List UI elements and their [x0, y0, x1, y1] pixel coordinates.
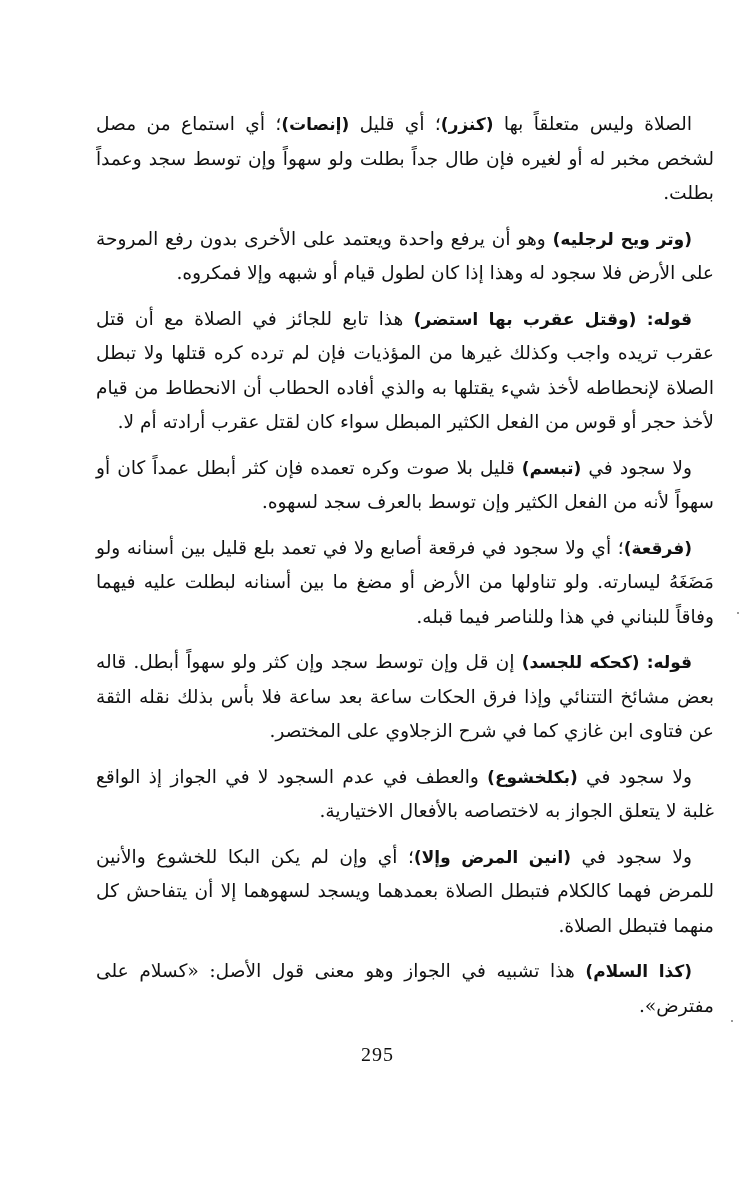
text-segment: ؛ أي استماع من مصل لشخص مخبر له أو لغيره فإن طال جداً بطلت ولو سهواً وإن توسط سجد وعمداً بطلت.: [96, 114, 714, 204]
text-segment: وهو أن يرفع واحدة ويعتمد على الأخرى بدون رفع المروحة على الأرض فلا سجود له وهذا إذا كان لطول قيام أو شبهه وإلا فمكروه.: [96, 228, 714, 284]
bold-term: (إنصات): [281, 115, 350, 135]
bold-term: (كذا السلام): [585, 962, 693, 982]
paragraph-5: [96, 532, 714, 636]
paragraph-4: [96, 452, 714, 521]
bold-term: (وقتل عقرب بها استضر): [413, 309, 637, 330]
text-segment: ؛ أي وإن لم يكن البكا للخشوع والأنين للمرض فهما كالكلام فتبطل الصلاة بعمدهما ويسجد لسهوهما إلا أن يتفاحش كل منهما فتبطل الصلاة.: [96, 846, 714, 937]
text-segment: هذا تابع للجائز في الصلاة مع أن قتل عقرب تريده واجب وكذلك غيرها من المؤذيات فإن لم ترده كره قتلها ولا تبطل الصلاة لإنحطاطه لأخذ شيء يقتلها به والذي أفاده الحطاب أن الانحطاط من قيام لأخذ حجر أو قوس من الفعل الكثير المبطل سواء كان لقتل عقرب أرادته أم لا.: [96, 308, 714, 433]
scan-speck: [731, 1020, 733, 1022]
text-segment: ؛ أي قليل: [349, 114, 441, 135]
paragraph-8: [96, 841, 714, 945]
page-body: [96, 108, 714, 1035]
bold-term: (بكلخشوع): [487, 767, 578, 788]
text-segment: قليل بلا صوت وكره تعمده فإن كثر أبطل عمداً كان أو سهواً لأنه من الفعل الكثير وإن توسط بالعرف سجد لسهوه.: [96, 457, 714, 513]
paragraph-6: [96, 646, 714, 750]
text-segment: ؛ أي ولا سجود في فرقعة أصابع ولا في تعمد بلع قليل بين أسنانه ولو مَضَغَهُ ليسارته. ولو تناولها من الأرض أو مضغ ما بين أسنانه لبطلت عليه فيهما وفاقاً للبناني في هذا وللناصر فيما قبله.: [96, 537, 714, 628]
paragraph-2: [96, 223, 714, 292]
bold-term: (كحكه للجسد): [521, 653, 640, 673]
paragraph-9: [96, 955, 714, 1024]
bold-term: (كنزر): [440, 115, 494, 135]
paragraph-3: [96, 303, 714, 441]
bold-term: قوله:: [636, 309, 692, 330]
bold-term: (تبسم): [521, 458, 582, 479]
bold-term: (انين المرض وإلا): [413, 847, 571, 868]
page-number: 295: [361, 1044, 394, 1066]
bold-term: (فرقعة): [623, 538, 692, 559]
text-segment: إن قل وإن توسط سجد وإن كثر ولو سهواً أبطل. قاله بعض مشائخ التتنائي وإذا فرق الحكات ساعة بعد ساعة فلا بأس بذلك نقله الثقة عن فتاوى ابن غازي كما في شرح الزجلاوي على المختصر.: [96, 652, 714, 742]
scan-speck: [737, 612, 739, 614]
bold-term: قوله:: [639, 653, 692, 673]
text-segment: ولا سجود في: [581, 457, 692, 479]
text-segment: هذا تشبيه في الجواز وهو معنى قول الأصل: «كسلام على مفترض».: [96, 961, 714, 1017]
text-segment: ولا سجود في: [571, 846, 692, 868]
text-segment: الصلاة وليس متعلقاً بها: [493, 114, 692, 135]
text-segment: ولا سجود في: [577, 766, 692, 788]
bold-term: (وتر ويح لرجليه): [552, 229, 692, 250]
paragraph-1: [96, 108, 714, 212]
paragraph-7: [96, 761, 714, 830]
text-segment: والعطف في عدم السجود لا في الجواز إذ الواقع غلبة لا يتعلق الجواز به لاختصاصه بالأفعال الاختيارية.: [96, 766, 714, 822]
